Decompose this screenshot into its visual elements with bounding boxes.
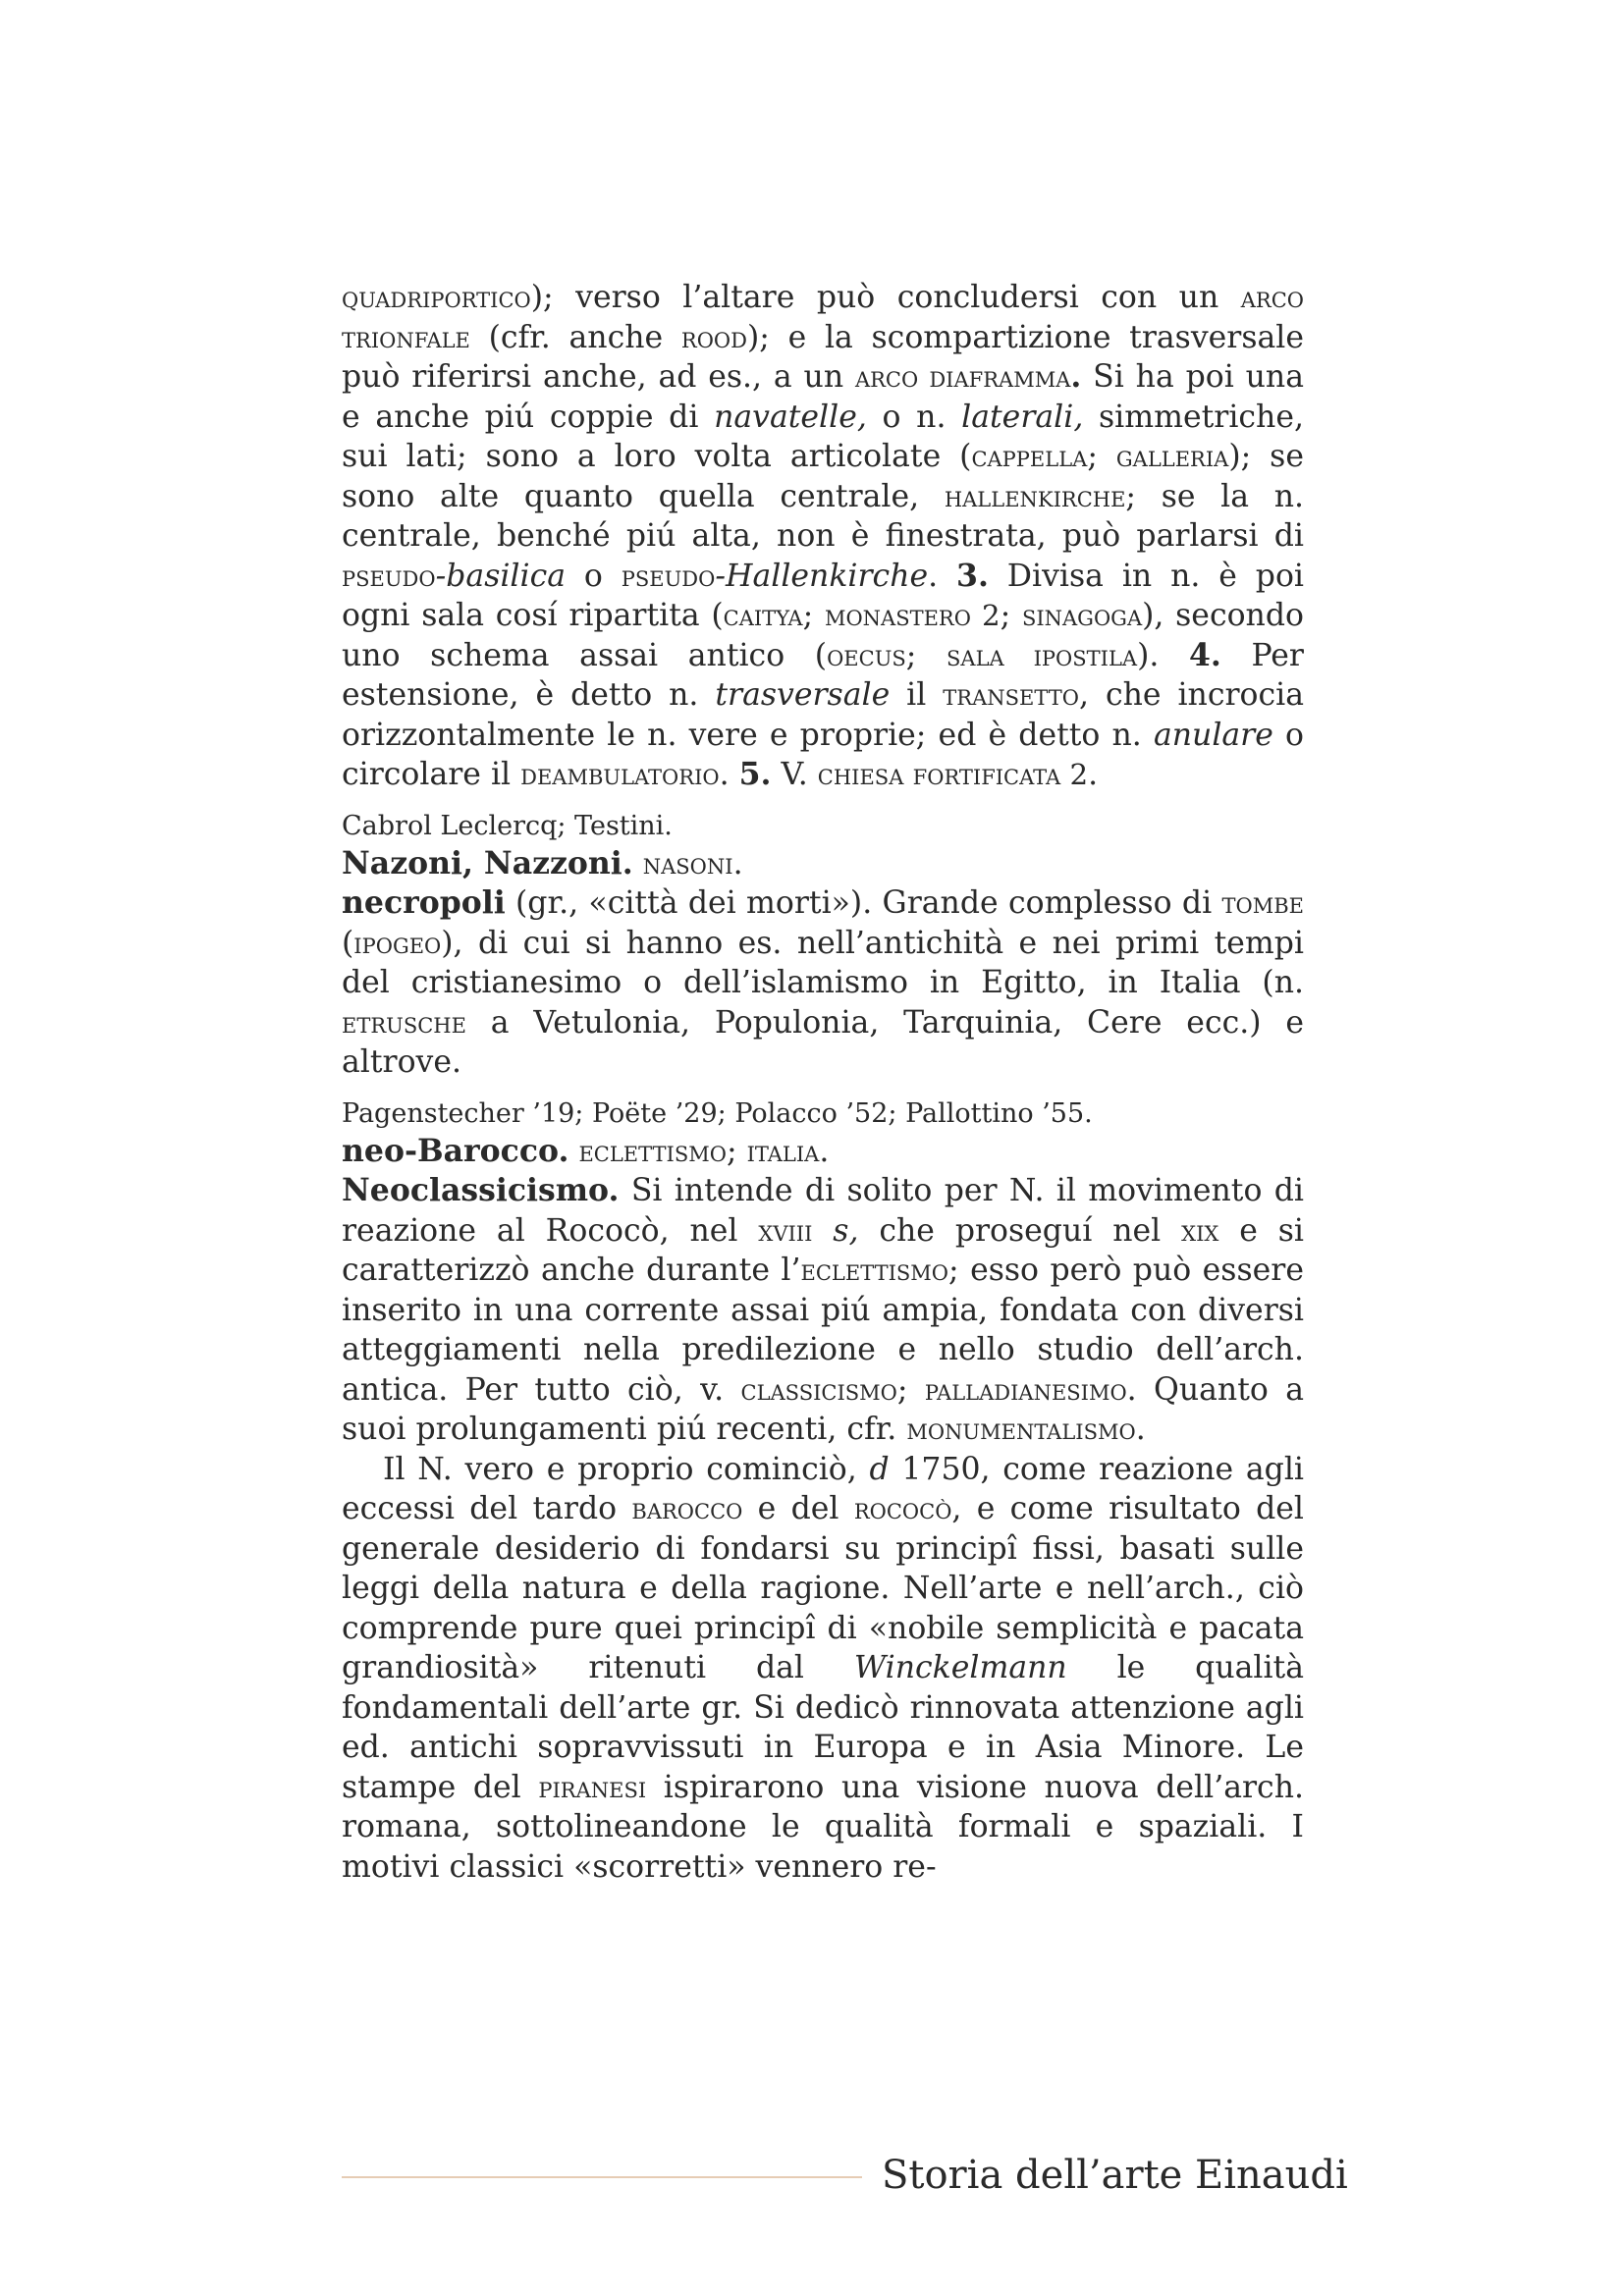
text-run: il <box>890 677 944 713</box>
footer-title: Storia dell’arte Einaudi <box>882 2153 1348 2198</box>
cross-reference: classicismo <box>740 1372 897 1407</box>
cross-reference: quadriportico <box>342 281 531 314</box>
bibliography-necropoli: Pagenstecher ’19; Poëte ’29; Polacco ’52; Pallottino ’55. <box>342 1097 1093 1129</box>
cross-reference: galleria <box>1115 440 1229 473</box>
bold-text: Neoclassicismo. <box>342 1172 620 1208</box>
text-run: 1750, come reazione agli eccessi del tardo <box>342 1451 1304 1526</box>
text-run: . <box>719 757 739 792</box>
bold-text: 5. <box>738 756 772 792</box>
text-run: e si caratterizzò anche durante l’ <box>342 1212 1304 1288</box>
entry-nazoni <box>342 844 1304 884</box>
cross-reference: piranesi <box>538 1770 647 1804</box>
text-run: Divisa in n. è poi ogni sala cosí ripartita ( <box>342 558 1304 633</box>
cross-reference: xviii <box>758 1213 813 1248</box>
footer-rule <box>342 2176 862 2178</box>
bold-text: Nazoni, Nazzoni. <box>342 844 633 881</box>
entry-neoclassicismo <box>342 1171 1304 1450</box>
cross-reference: etrusche <box>342 1005 466 1040</box>
italic-text: Winckelmann <box>853 1650 1067 1685</box>
entry-necropoli <box>342 883 1304 1083</box>
cross-reference: deambulatorio <box>520 758 720 791</box>
cross-reference: pseudo <box>621 559 716 593</box>
cross-reference: tombe <box>1221 886 1304 920</box>
italic-text: d <box>869 1451 890 1487</box>
text-run: . Quanto a suoi prolungamenti piú recenti, cfr. <box>342 1371 1304 1447</box>
text-run: ); e la scompartizione trasversale può riferirsi anche, ad es., a un <box>342 319 1304 395</box>
cross-reference: eclettismo <box>800 1254 948 1287</box>
text-run: ispirarono una visione nuova dell’arch. romana, sottolineandone le qualità formali e spaziali. I motivi classici «scorretti» vennero re- <box>342 1769 1304 1885</box>
text-run: (cfr. anche <box>469 319 681 355</box>
text-run: ), secondo uno schema assai antico ( <box>342 598 1304 673</box>
text-run: ; <box>896 1371 925 1408</box>
bold-text: 3. <box>956 557 989 594</box>
text-run: simmetriche, sui lati; sono a loro volta articolate ( <box>342 399 1305 474</box>
cross-reference: hallenkirche <box>944 479 1126 513</box>
cross-reference: xix <box>1181 1213 1219 1248</box>
text-run: ). <box>1137 637 1189 673</box>
cross-reference: arco diaframma <box>854 360 1071 394</box>
cross-reference: palladianesimo <box>924 1372 1127 1407</box>
cross-reference: pseudo <box>342 559 436 593</box>
text-run: . <box>1088 757 1099 792</box>
text-run: ); verso l’altare può concludersi con un <box>530 280 1241 315</box>
text-run: Il N. vero e proprio cominciò, <box>383 1451 870 1487</box>
entry-neo-barocco <box>342 1132 1304 1172</box>
text-run: che proseguí nel <box>858 1212 1182 1249</box>
text-run: o <box>566 558 622 594</box>
italic-text: navatelle, <box>714 399 867 435</box>
cross-reference: transetto <box>943 678 1079 712</box>
italic-text: laterali, <box>961 399 1084 435</box>
text-run: , che incrocia orizzontalmente le n. vere e proprie; ed è detto n. <box>342 677 1304 753</box>
text-run: a Vetulonia, Populonia, Tarquinia, Cere ecc.) e altrove. <box>342 1004 1304 1080</box>
text-run: Per estensione, è detto n. <box>342 637 1304 713</box>
bold-text: 4. <box>1189 636 1221 673</box>
text-run: ); se sono alte quanto quella centrale, <box>342 439 1304 514</box>
cross-reference: sala ipostila <box>947 638 1138 672</box>
text-run: , e come risultato del generale desiderio di fondarsi su principî fissi, basati sulle leggi della natura e della ragione. Nell’arte e nell’arch., ciò comprende pure quei principî di «nobile semplicità e pacata grandiosità» ritenuti dal <box>342 1491 1304 1685</box>
cross-reference: eclettismo <box>578 1134 727 1168</box>
dictionary-text <box>342 278 1304 1887</box>
italic-text: s, <box>833 1212 859 1249</box>
cross-reference: nasoni <box>642 846 733 881</box>
text-run: e del <box>742 1491 854 1526</box>
bold-text: neo-Barocco. <box>342 1132 569 1169</box>
bold-text: necropoli <box>342 884 506 921</box>
cross-reference: italia <box>746 1134 820 1168</box>
cross-reference: ipogeo <box>353 926 442 960</box>
text-run: V. <box>771 757 818 792</box>
bibliography-navata: Cabrol Leclercq; Testini. <box>342 810 673 841</box>
cross-reference: barocco <box>631 1492 743 1525</box>
text-run: Si intende di solito per N. il movimento di reazione al Rococò, nel <box>342 1173 1304 1249</box>
cross-reference: rood <box>680 320 747 354</box>
text-run <box>568 1134 578 1169</box>
text-run: . <box>732 845 743 881</box>
cross-reference: sinagoga <box>1021 599 1143 632</box>
text-run: ; esso però può essere inserito in una corrente assai piú ampia, fondata con diversi atteggiamenti nella predilezione e nello studio dell’arch. antica. Per tutto ciò, v. <box>342 1253 1304 1408</box>
text-run: o n. <box>866 399 962 435</box>
text-run: ), di cui si hanno es. nell’antichità e nei primi tempi del cristianesimo o dell’islamismo in Egitto, in Italia (n. <box>342 925 1304 1000</box>
entry-neoclassicismo-paragraph-2 <box>342 1450 1304 1888</box>
cross-reference: chiesa fortificata 2 <box>817 758 1089 791</box>
text-run: . <box>819 1133 830 1169</box>
cross-reference: caitya <box>723 599 803 632</box>
text-run <box>812 1213 833 1249</box>
cross-reference: arco trionfale <box>342 281 1304 354</box>
entry-navata-continuation <box>342 278 1304 795</box>
text-run: ; <box>1000 598 1022 633</box>
text-run: ; <box>802 598 825 633</box>
text-run: . <box>1135 1412 1146 1447</box>
text-run: ; <box>1087 439 1116 474</box>
italic-text: -basilica <box>435 558 567 594</box>
cross-reference: rococò <box>853 1492 952 1525</box>
italic-text: -Hallenkirche <box>715 558 929 594</box>
italic-text: trasversale <box>715 677 891 713</box>
italic-text: anulare <box>1153 717 1273 753</box>
cross-reference: cappella <box>971 440 1088 473</box>
text-run: le qualità fondamentali dell’arte gr. Si dedicò rinnovata attenzione agli ed. antichi sopravvissuti in Europa e in Asia Minore. Le stampe del <box>342 1650 1304 1805</box>
bold-text: . <box>1070 358 1082 395</box>
text-run: ( <box>342 925 354 961</box>
cross-reference: monumentalismo <box>906 1413 1136 1446</box>
text-run: ; <box>726 1133 747 1169</box>
text-run <box>633 846 643 881</box>
text-run: ; se la n. centrale, benché piú alta, non è finestrata, può parlarsi di <box>342 478 1304 554</box>
text-run: (gr., «città dei morti»). Grande complesso di <box>505 885 1222 921</box>
cross-reference: oecus <box>827 638 906 672</box>
text-run: . <box>928 558 957 594</box>
text-run: o circolare il <box>342 717 1304 792</box>
text-run: ; <box>905 637 947 673</box>
text-run: Si ha poi una e anche piú coppie di <box>342 359 1304 435</box>
cross-reference: monastero 2 <box>824 599 1001 632</box>
